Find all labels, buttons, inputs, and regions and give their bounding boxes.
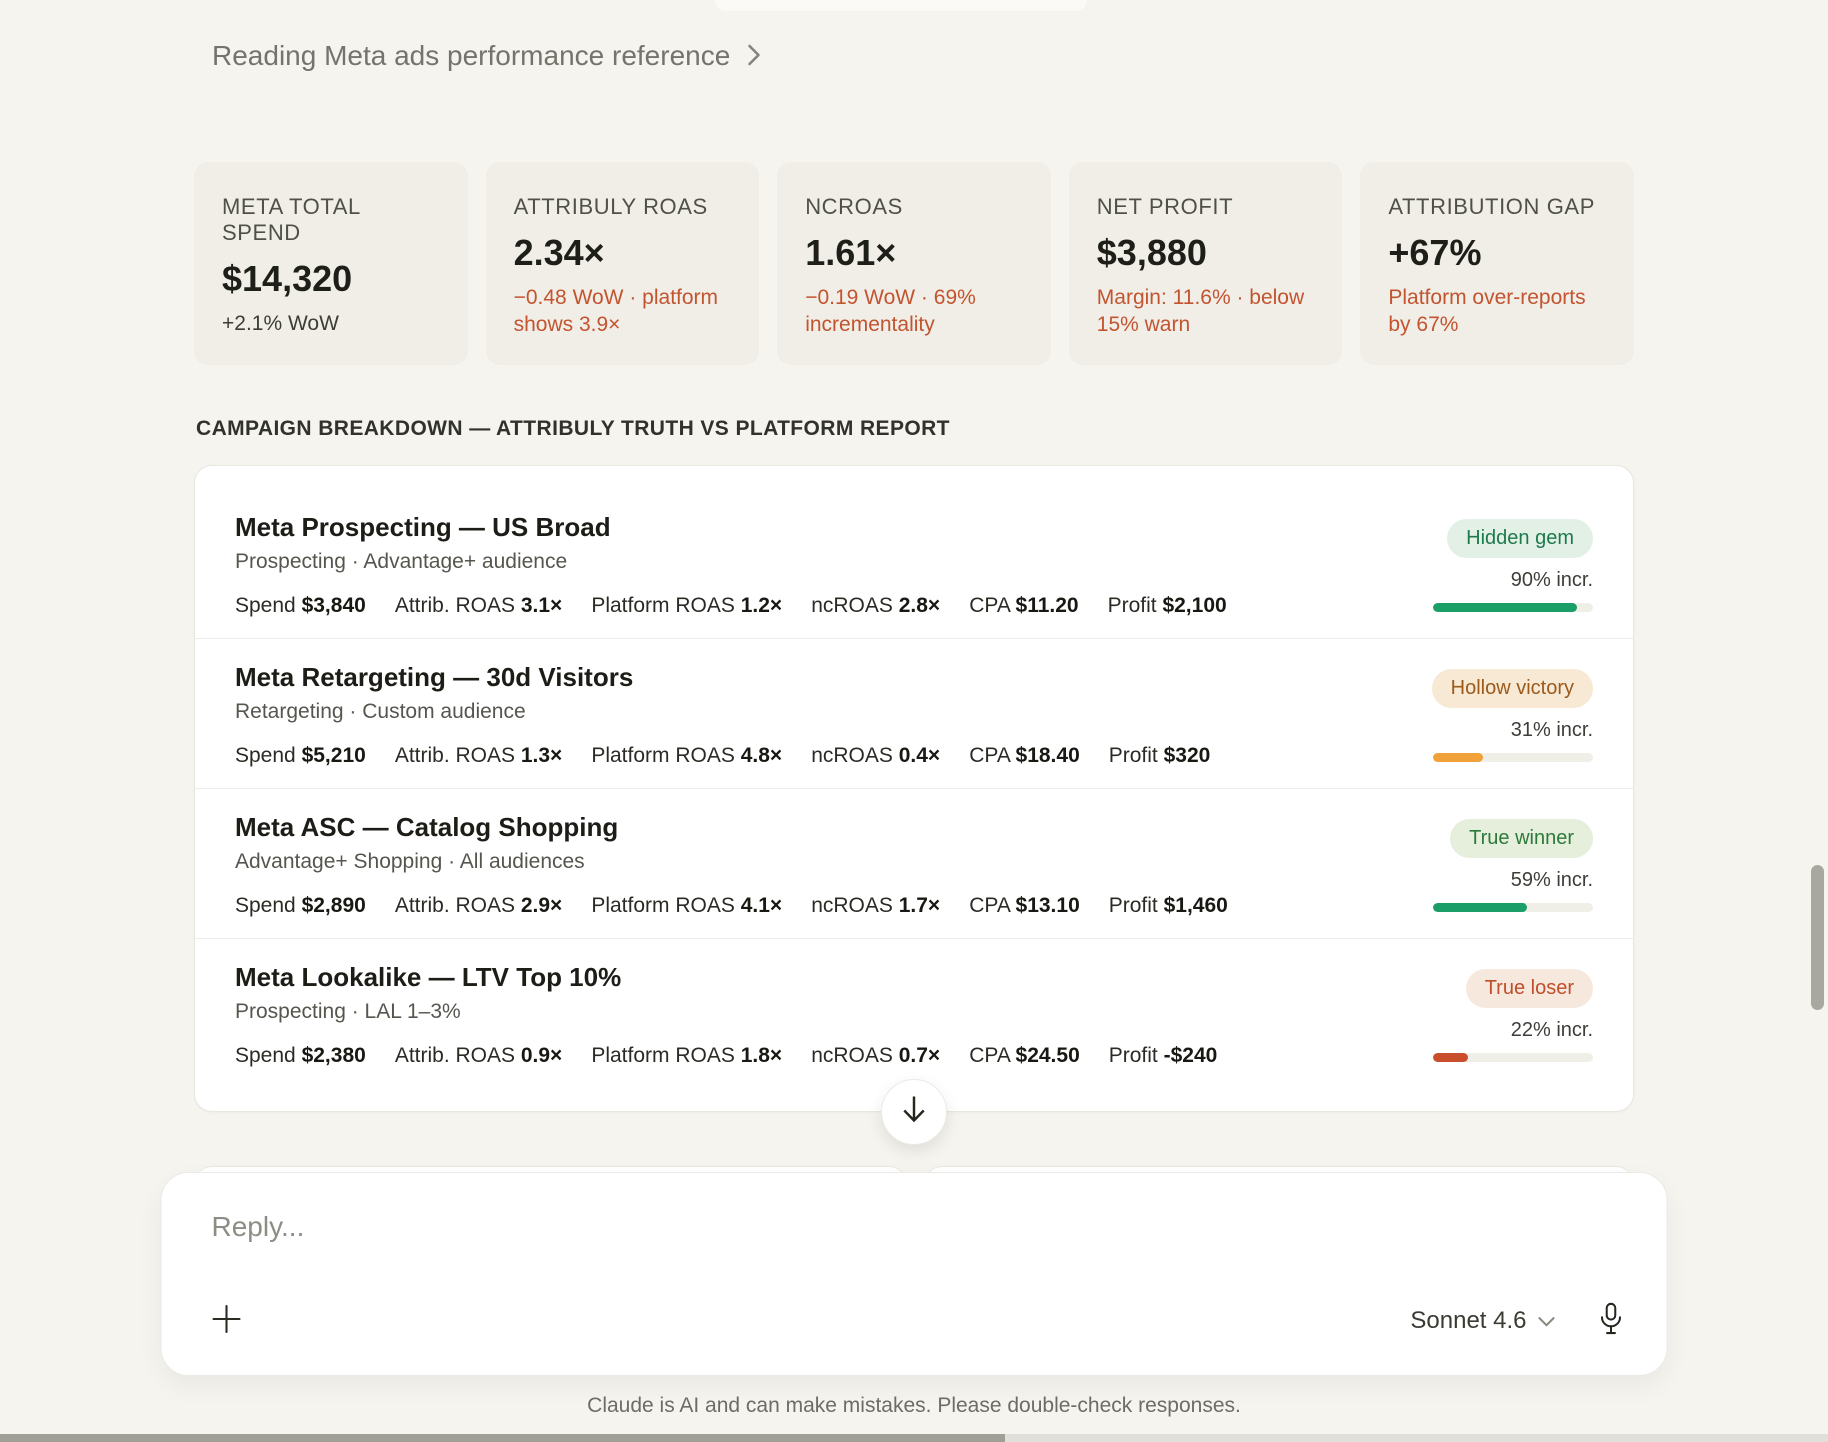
kpi-card bbox=[777, 162, 1051, 365]
composer-controls bbox=[210, 1302, 1625, 1339]
metric: ncROAS 2.8× bbox=[811, 593, 941, 617]
kpi-row bbox=[194, 162, 1634, 365]
kpi-value: $14,320 bbox=[222, 258, 353, 299]
metric: CPA $11.20 bbox=[969, 593, 1079, 617]
metric: ncROAS 1.7× bbox=[811, 893, 941, 917]
incrementality-label: 90% incr. bbox=[1510, 568, 1593, 591]
kpi-subtext: Platform over-reports by 67% bbox=[1388, 286, 1586, 336]
microphone-icon bbox=[1598, 1302, 1625, 1339]
scroll-down-button[interactable] bbox=[881, 1079, 947, 1145]
ai-disclaimer: Claude is AI and can make mistakes. Please double-check responses. bbox=[587, 1394, 1241, 1417]
campaign-breakdown-panel bbox=[194, 465, 1634, 1112]
kpi-card bbox=[1069, 162, 1343, 365]
dictation-button[interactable] bbox=[1598, 1302, 1625, 1339]
section-title: CAMPAIGN BREAKDOWN — ATTRIBULY TRUTH VS PLATFORM REPORT bbox=[196, 416, 950, 440]
campaign-verdict bbox=[1413, 961, 1593, 1069]
verdict-badge: True loser bbox=[1466, 969, 1593, 1008]
kpi-value: 2.34× bbox=[513, 232, 605, 273]
reply-input[interactable] bbox=[206, 1211, 1623, 1243]
campaign-name: Meta Retargeting — 30d Visitors bbox=[235, 661, 634, 692]
kpi-label: META TOTAL SPEND bbox=[222, 194, 361, 245]
metric: Platform ROAS 4.1× bbox=[591, 893, 783, 917]
kpi-subtext: Margin: 11.6% · below 15% warn bbox=[1096, 286, 1305, 336]
kpi-value: $3,880 bbox=[1096, 232, 1207, 273]
campaign-subtitle: Advantage+ Shopping · All audiences bbox=[235, 849, 585, 873]
metric: ncROAS 0.4× bbox=[811, 743, 941, 767]
campaign-info bbox=[235, 961, 1217, 1069]
campaign-row bbox=[195, 489, 1633, 638]
metric: CPA $13.10 bbox=[969, 893, 1080, 917]
kpi-card bbox=[194, 162, 468, 365]
thinking-header-label: Reading Meta ads performance reference bbox=[212, 40, 731, 71]
kpi-value: 1.61× bbox=[805, 232, 897, 273]
metric: Spend $2,380 bbox=[235, 1043, 366, 1067]
incrementality-bar bbox=[1433, 1053, 1593, 1062]
metric: CPA $18.40 bbox=[969, 743, 1080, 767]
campaign-name: Meta ASC — Catalog Shopping bbox=[235, 811, 619, 842]
incrementality-bar bbox=[1433, 903, 1593, 912]
kpi-card bbox=[1360, 162, 1634, 365]
campaign-list bbox=[194, 465, 1634, 1112]
reply-composer bbox=[161, 1172, 1668, 1376]
campaign-verdict bbox=[1413, 511, 1593, 619]
plus-icon bbox=[210, 1302, 244, 1339]
campaign-metrics bbox=[235, 743, 1210, 769]
arrow-down-icon bbox=[900, 1095, 928, 1128]
metric: Profit -$240 bbox=[1108, 1043, 1218, 1067]
campaign-metrics bbox=[235, 1043, 1217, 1069]
verdict-badge: Hollow victory bbox=[1432, 669, 1593, 708]
campaign-metrics bbox=[235, 893, 1228, 919]
campaign-name: Meta Prospecting — US Broad bbox=[235, 511, 611, 542]
campaign-metrics bbox=[235, 593, 1227, 619]
kpi-value: +67% bbox=[1388, 232, 1482, 273]
metric: Profit $320 bbox=[1108, 743, 1211, 767]
metric: Platform ROAS 1.2× bbox=[591, 593, 783, 617]
kpi-label: NET PROFIT bbox=[1096, 194, 1234, 219]
kpi-subtext: −0.19 WoW · 69% incrementality bbox=[805, 286, 976, 336]
metric: Spend $2,890 bbox=[235, 893, 366, 917]
metric: ncROAS 0.7× bbox=[811, 1043, 941, 1067]
metric: Platform ROAS 4.8× bbox=[591, 743, 783, 767]
incrementality-bar-fill bbox=[1433, 903, 1527, 912]
metric: Spend $3,840 bbox=[235, 593, 366, 617]
kpi-subtext: +2.1% WoW bbox=[222, 312, 339, 335]
horizontal-scrollbar-track bbox=[0, 1434, 1828, 1442]
kpi-card bbox=[486, 162, 760, 365]
metric: Platform ROAS 1.8× bbox=[591, 1043, 783, 1067]
campaign-info bbox=[235, 661, 1210, 769]
incrementality-label: 59% incr. bbox=[1510, 868, 1593, 891]
metric: Attrib. ROAS 1.3× bbox=[394, 743, 563, 767]
metric: Attrib. ROAS 3.1× bbox=[394, 593, 563, 617]
metric: Profit $2,100 bbox=[1107, 593, 1227, 617]
incrementality-bar-fill bbox=[1433, 753, 1483, 762]
campaign-verdict bbox=[1413, 661, 1593, 769]
campaign-name: Meta Lookalike — LTV Top 10% bbox=[235, 961, 622, 992]
verdict-badge: Hidden gem bbox=[1447, 519, 1593, 558]
metric: Profit $1,460 bbox=[1108, 893, 1228, 917]
chevron-right-icon bbox=[746, 43, 762, 72]
incrementality-label: 31% incr. bbox=[1510, 718, 1593, 741]
model-selector-label: Sonnet 4.6 bbox=[1410, 1306, 1527, 1334]
incrementality-label: 22% incr. bbox=[1510, 1018, 1593, 1041]
vertical-scrollbar[interactable] bbox=[1811, 865, 1824, 1010]
campaign-row bbox=[195, 638, 1633, 788]
campaign-info bbox=[235, 811, 1228, 919]
campaign-row bbox=[195, 938, 1633, 1088]
horizontal-scrollbar-thumb[interactable] bbox=[0, 1434, 1005, 1442]
metric: Spend $5,210 bbox=[235, 743, 366, 767]
metric: Attrib. ROAS 0.9× bbox=[394, 1043, 563, 1067]
incrementality-bar-fill bbox=[1433, 603, 1577, 612]
campaign-row bbox=[195, 788, 1633, 938]
campaign-subtitle: Prospecting · Advantage+ audience bbox=[235, 549, 568, 573]
campaign-verdict bbox=[1413, 811, 1593, 919]
metric: Attrib. ROAS 2.9× bbox=[394, 893, 563, 917]
incrementality-bar bbox=[1433, 603, 1593, 612]
attach-button[interactable] bbox=[210, 1302, 244, 1339]
verdict-badge: True winner bbox=[1450, 819, 1593, 858]
campaign-info bbox=[235, 511, 1227, 619]
model-selector[interactable] bbox=[1404, 1306, 1561, 1336]
kpi-label: ATTRIBULY ROAS bbox=[513, 194, 708, 219]
campaign-subtitle: Retargeting · Custom audience bbox=[235, 699, 526, 723]
chevron-down-icon bbox=[1538, 1307, 1556, 1335]
incrementality-bar-fill bbox=[1433, 1053, 1468, 1062]
kpi-subtext: −0.48 WoW · platform shows 3.9× bbox=[513, 286, 719, 336]
thinking-header[interactable] bbox=[212, 0, 762, 72]
incrementality-bar bbox=[1433, 753, 1593, 762]
kpi-label: ATTRIBUTION GAP bbox=[1388, 194, 1595, 219]
metric: CPA $24.50 bbox=[969, 1043, 1080, 1067]
campaign-subtitle: Prospecting · LAL 1–3% bbox=[235, 999, 461, 1023]
kpi-label: NCROAS bbox=[805, 194, 903, 219]
